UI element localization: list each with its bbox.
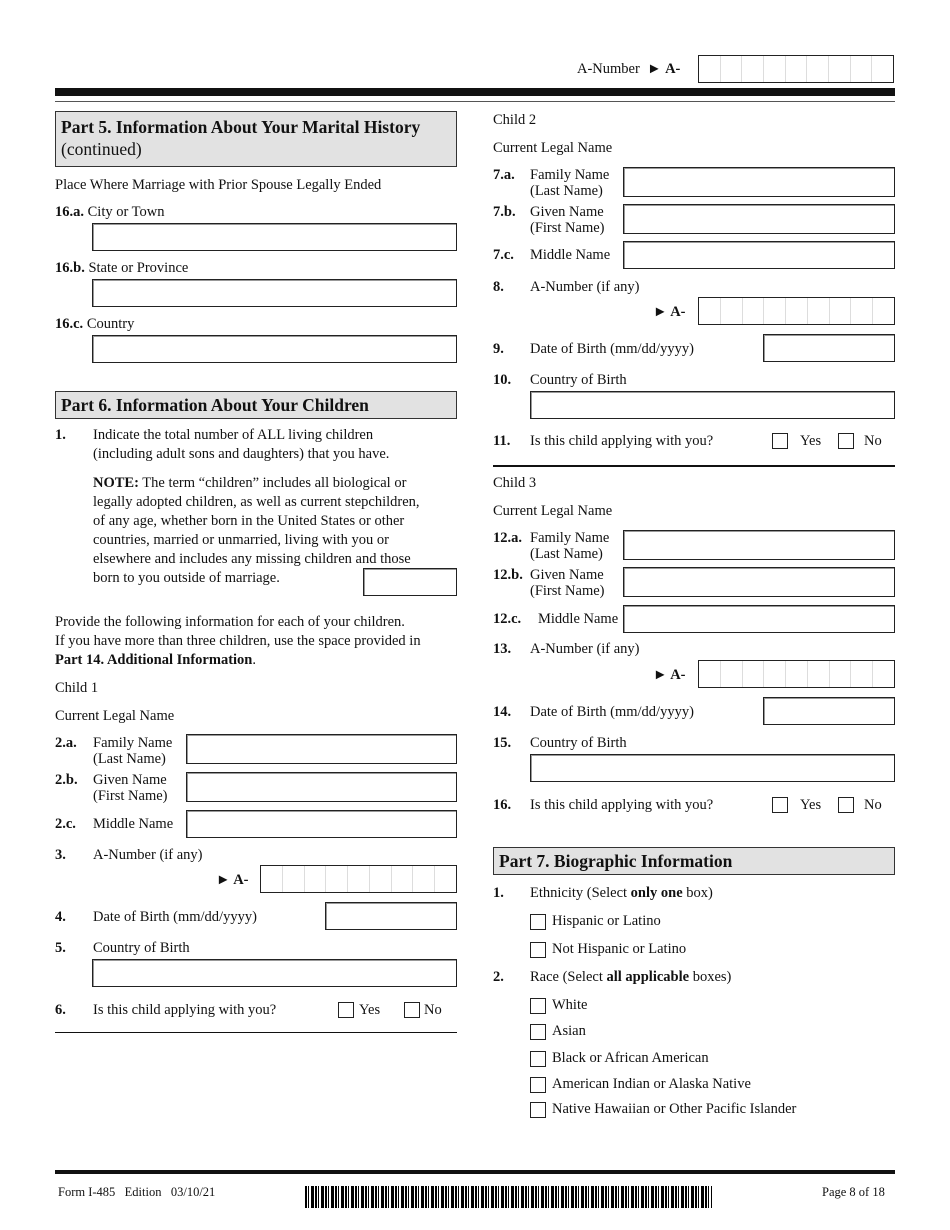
child1-a-number-input[interactable] [260,865,457,893]
yes-label: Yes [800,797,822,813]
child2-middle-num: 7.c. [493,247,514,263]
child1-middle-name-input[interactable] [186,810,457,838]
child3-given-name-input[interactable] [623,567,895,597]
child3-a-number-input[interactable] [698,660,895,688]
child2-cln: Current Legal Name [493,140,613,156]
note-text: countries, married or unmarried, living with you or [93,532,389,548]
child2-middle-name-input[interactable] [623,241,895,269]
note-text: NOTE: The term “children” includes all biological or [93,475,407,491]
child3-anum-num: 13. [493,641,512,657]
header-divider-thin [55,101,895,102]
a-number-label: A-Number (if any) [530,279,640,295]
ethnicity-option: Hispanic or Latino [552,913,661,929]
divider [55,1032,457,1033]
dob-label: Date of Birth (mm/dd/yyyy) [530,704,694,720]
race-american-indian-checkbox[interactable] [530,1077,546,1093]
child3-middle-name-input[interactable] [623,605,895,633]
child3-cln: Current Legal Name [493,503,613,519]
child2-given-num: 7.b. [493,204,516,220]
middle-name-label: Middle Name [538,611,619,627]
race-option: Black or African American [552,1050,709,1066]
child1-dob-input[interactable] [325,902,457,930]
child2-a-number-input[interactable] [698,297,895,325]
child1-anum-num: 3. [55,847,66,863]
child3-cob-num: 15. [493,735,512,751]
divider [493,465,895,467]
given-name-label: Given Name (First Name) [93,772,168,804]
child2-family-num: 7.a. [493,167,515,183]
child1-family-name-input[interactable] [186,734,457,764]
yes-label: Yes [800,433,822,449]
ethnicity-label: Ethnicity (Select only one box) [530,885,713,901]
part5-header: Part 5. Information About Your Marital History (continued) [55,111,457,167]
note-text: born to you outside of marriage. [93,570,280,586]
race-white-checkbox[interactable] [530,998,546,1014]
no-label: No [864,433,882,449]
yes-label: Yes [359,1002,381,1018]
child2-family-name-input[interactable] [623,167,895,197]
header-divider [55,88,895,96]
child1-apply-num: 6. [55,1002,66,1018]
a-prefix: ► A- [653,304,686,320]
child3-cob-input[interactable] [530,754,895,782]
note-text: of any age, whether born in the United States or other [93,513,405,529]
apply-label: Is this child applying with you? [530,433,714,449]
apply-label: Is this child applying with you? [530,797,714,813]
page-number: Page 8 of 18 [822,1185,885,1199]
middle-name-label: Middle Name [93,816,174,832]
arrow-icon: ► [647,61,662,77]
child3-dob-num: 14. [493,704,512,720]
barcode-image [305,1186,712,1208]
field-label-16c: 16.c. Country [55,316,135,332]
dob-label: Date of Birth (mm/dd/yyyy) [93,909,257,925]
child2-anum-num: 8. [493,279,504,295]
child2-yes-checkbox[interactable] [772,433,788,449]
child2-cob-num: 10. [493,372,512,388]
provide-text: Provide the following information for each of your children. [55,614,405,630]
cob-label: Country of Birth [530,372,627,388]
race-option: Native Hawaiian or Other Pacific Islander [552,1101,797,1117]
q1-text: (including adult sons and daughters) that you have. [93,446,390,462]
city-input[interactable] [92,223,457,251]
cob-label: Country of Birth [93,940,190,956]
child3-dob-input[interactable] [763,697,895,725]
child3-title: Child 3 [493,475,537,491]
no-label: No [864,797,882,813]
a-prefix: ► A- [216,872,249,888]
race-pacific-islander-checkbox[interactable] [530,1102,546,1118]
a-number-label: A-Number ► A- [577,61,681,77]
apply-label: Is this child applying with you? [93,1002,277,1018]
country-input[interactable] [92,335,457,363]
a-prefix: ► A- [653,667,686,683]
family-name-label: Family Name (Last Name) [530,167,610,199]
race-option: Asian [552,1023,586,1039]
provide-text: Part 14. Additional Information. [55,652,256,668]
child1-no-checkbox[interactable] [404,1002,420,1018]
race-num: 2. [493,969,504,985]
ethnicity-option: Not Hispanic or Latino [552,941,687,957]
given-name-label: Given Name (First Name) [530,567,605,599]
form-edition: Form I-485 Edition 03/10/21 [58,1185,216,1199]
child1-middle-num: 2.c. [55,816,76,832]
child2-title: Child 2 [493,112,537,128]
no-label: No [424,1002,442,1018]
not-hispanic-checkbox[interactable] [530,942,546,958]
a-number-label: A-Number (if any) [530,641,640,657]
child3-given-num: 12.b. [493,567,523,583]
field-label-16a: 16.a. City or Town [55,204,165,220]
child1-cob-input[interactable] [92,959,457,987]
child3-yes-checkbox[interactable] [772,797,788,813]
child3-family-num: 12.a. [493,530,522,546]
note-text: elsewhere and includes any missing children and those [93,551,411,567]
child2-given-name-input[interactable] [623,204,895,234]
child2-apply-num: 11. [493,433,511,449]
child3-middle-num: 12.c. [493,611,522,627]
race-option: White [552,997,588,1013]
child1-given-name-input[interactable] [186,772,457,802]
footer-divider [55,1170,895,1174]
middle-name-label: Middle Name [530,247,611,263]
child1-family-num: 2.a. [55,735,77,751]
family-name-label: Family Name (Last Name) [93,735,173,767]
q1-text: Indicate the total number of ALL living children [93,427,374,443]
cob-label: Country of Birth [530,735,627,751]
race-option: American Indian or Alaska Native [552,1076,751,1092]
note-text: legally adopted children, as well as current stepchildren, [93,494,420,510]
child2-no-checkbox[interactable] [838,433,854,449]
provide-text: If you have more than three children, use the space provided in [55,633,421,649]
part7-header: Part 7. Biographic Information [493,847,895,875]
q1-number: 1. [55,427,66,443]
child1-title: Child 1 [55,680,99,696]
children-count-input[interactable] [363,568,457,596]
part6-header: Part 6. Information About Your Children [55,391,457,419]
child2-dob-input[interactable] [763,334,895,362]
child3-family-name-input[interactable] [623,530,895,560]
race-label: Race (Select all applicable boxes) [530,969,732,985]
a-number-label: A-Number (if any) [93,847,203,863]
a-number-input[interactable] [698,55,894,83]
field-label-16b: 16.b. State or Province [55,260,189,276]
child3-no-checkbox[interactable] [838,797,854,813]
given-name-label: Given Name (First Name) [530,204,605,236]
ethnicity-num: 1. [493,885,504,901]
child1-yes-checkbox[interactable] [338,1002,354,1018]
child2-dob-num: 9. [493,341,504,357]
child3-apply-num: 16. [493,797,512,813]
race-black-checkbox[interactable] [530,1051,546,1067]
state-input[interactable] [92,279,457,307]
child1-dob-num: 4. [55,909,66,925]
child1-given-num: 2.b. [55,772,78,788]
child2-cob-input[interactable] [530,391,895,419]
child1-cob-num: 5. [55,940,66,956]
race-asian-checkbox[interactable] [530,1024,546,1040]
part5-intro: Place Where Marriage with Prior Spouse Legally Ended [55,177,382,193]
dob-label: Date of Birth (mm/dd/yyyy) [530,341,694,357]
family-name-label: Family Name (Last Name) [530,530,610,562]
hispanic-checkbox[interactable] [530,914,546,930]
child1-cln: Current Legal Name [55,708,175,724]
